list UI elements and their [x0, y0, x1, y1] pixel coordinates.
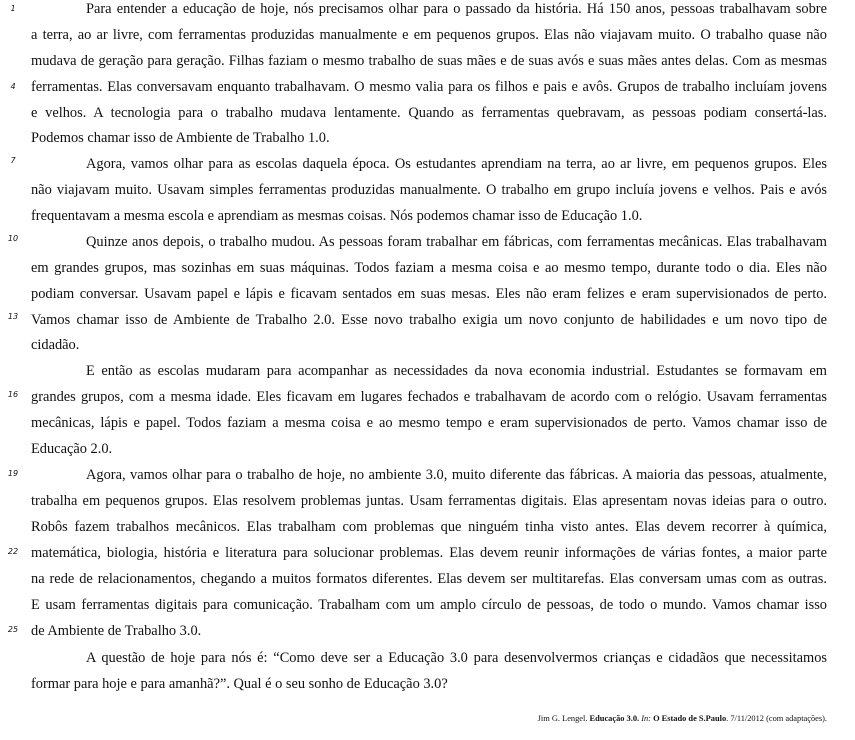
text-line: a terra, ao ar livre, com ferramentas produzidas manualmente e em pequenos grupos. Elas não viajavam muito. O trabalho quase não — [31, 27, 827, 43]
text-line: E então as escolas mudaram para acompanhar as necessidades da nova economia industrial. Estudantes se formavam em — [86, 363, 827, 379]
text-line: e velhos. A tecnologia para o trabalho mudava lentamente. Quando as ferramentas quebravam, as pessoas podiam consertá-las. — [31, 105, 827, 121]
citation-publication: O Estado de S.Paulo — [653, 714, 727, 723]
text-line: Podemos chamar isso de Ambiente de Trabalho 1.0. — [31, 130, 330, 146]
text-line: mecânicas, lápis e papel. Todos faziam a mesma coisa e ao mesmo tempo e eram supervisionados de perto. Vamos chamar isso de — [31, 415, 827, 431]
line-number: 22 — [7, 547, 19, 556]
citation-author: Jim G. Lengel. — [537, 714, 588, 723]
line-number: 13 — [7, 312, 19, 321]
text-line: ferramentas. Elas conversavam enquanto trabalhavam. O mesmo valia para os filhos e pais e avôs. Grupos de trabalho incluíam jovens — [31, 79, 827, 95]
text-line: Para entender a educação de hoje, nós precisamos olhar para o passado da história. Há 150 anos, pessoas trabalhavam sobre — [86, 1, 827, 17]
text-line: frequentavam a mesma escola e aprendiam as mesmas coisas. Nós podemos chamar isso de Educação 1.0. — [31, 208, 643, 224]
text-line: mudava de geração para geração. Filhas faziam o mesmo trabalho de suas mães e de suas avós e suas mães antes delas. Com as mesmas — [31, 53, 827, 69]
text-line: trabalha em pequenos grupos. Elas resolvem problemas juntas. Usam ferramentas digitais. Elas apresentam novas ideias para o outro. — [31, 493, 827, 509]
text-line: Robôs fazem trabalhos mecânicos. Elas trabalham com problemas que ninguém tinha visto antes. Elas devem recorrer à química, — [31, 519, 827, 535]
text-line: de Ambiente de Trabalho 3.0. — [31, 623, 202, 639]
text-line: em grandes grupos, mas sozinhas em suas máquinas. Todos faziam a mesma coisa e ao mesmo tempo, durante todo o dia. Eles não — [31, 260, 827, 276]
text-line: grandes grupos, com a mesma idade. Eles ficavam em lugares fechados e trabalhavam de acordo com o relógio. Usavam ferramentas — [31, 389, 827, 405]
line-number: 4 — [10, 82, 16, 91]
text-line: A questão de hoje para nós é: “Como deve ser a Educação 3.0 para desenvolvermos crianças e cidadãos que necessitamos — [86, 650, 827, 666]
line-number: 19 — [7, 469, 19, 478]
text-line: Vamos chamar isso de Ambiente de Trabalho 2.0. Esse novo trabalho exigia um novo conjunto de habilidades e um novo tipo de — [31, 312, 827, 328]
line-number: 7 — [10, 156, 16, 165]
text-line: podiam conversar. Usavam papel e lápis e ficavam sentados em suas mesas. Eles não eram felizes e eram supervisionados de perto. — [31, 286, 827, 302]
line-number: 25 — [7, 625, 19, 634]
text-line: matemática, biologia, história e literatura para solucionar problemas. Elas devem reunir informações de várias fontes, a maior parte — [31, 545, 827, 561]
text-line: na rede de relacionamentos, chegando a muitos formatos diferentes. Elas devem ser multitarefas. Elas conversam umas com as outras. — [31, 571, 827, 587]
text-line: Quinze anos depois, o trabalho mudou. As pessoas foram trabalhar em fábricas, com ferramentas mecânicas. Elas trabalhavam — [86, 234, 827, 250]
source-citation — [400, 713, 827, 725]
text-line: cidadão. — [31, 337, 80, 353]
line-number: 16 — [7, 390, 19, 399]
text-line: Agora, vamos olhar para as escolas daquela época. Os estudantes aprendiam na terra, ao ar livre, em pequenos grupos. Eles — [86, 156, 827, 172]
text-line: não viajavam muito. Usavam simples ferramentas produzidas manualmente. O trabalho em grupo incluía jovens e velhos. Pais e avós — [31, 182, 827, 198]
citation-date: . 7/11/2012 (com adaptações). — [726, 714, 827, 723]
text-line: E usam ferramentas digitais para comunicação. Trabalham com um amplo círculo de pessoas, de todo o mundo. Vamos chamar isso — [31, 597, 827, 613]
citation-in: In: — [641, 714, 651, 723]
text-line: formar para hoje e para amanhã?”. Qual é o seu sonho de Educação 3.0? — [31, 676, 448, 692]
line-number: 10 — [7, 234, 19, 243]
text-line: Educação 2.0. — [31, 441, 113, 457]
text-line: Agora, vamos olhar para o trabalho de hoje, no ambiente 3.0, muito diferente das fábricas. A maioria das pessoas, atualmente, — [86, 467, 827, 483]
citation-title: Educação 3.0. — [589, 714, 640, 723]
line-number: 1 — [10, 4, 16, 13]
